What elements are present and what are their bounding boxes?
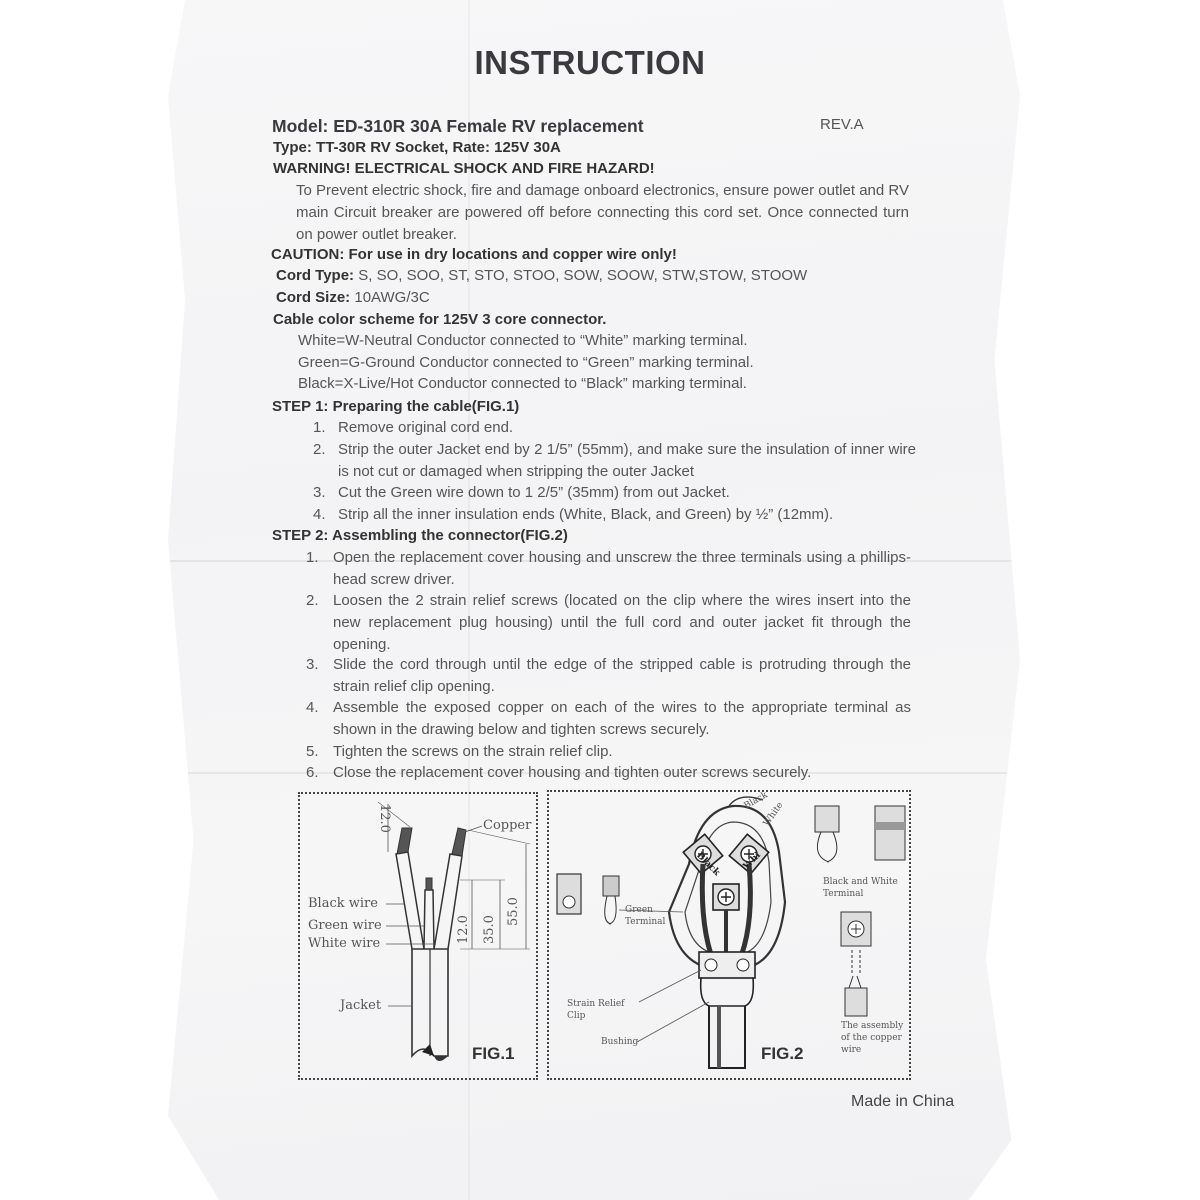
warning-heading: WARNING! ELECTRICAL SHOCK AND FIRE HAZARD! bbox=[273, 160, 655, 177]
white-wire-top-label: White bbox=[761, 800, 786, 829]
color-scheme-black: Black=X-Live/Hot Conductor connected to “Black” marking terminal. bbox=[298, 375, 747, 392]
step2-item-text: Close the replacement cover housing and tighten outer screws securely. bbox=[333, 764, 812, 781]
strain-relief-clip-label: Strain Relief Clip bbox=[567, 999, 625, 1021]
cord-type-line bbox=[276, 267, 807, 284]
step1-item-number: 1. bbox=[313, 419, 326, 436]
cord-type-value: S, SO, SOO, ST, STO, STOO, SOW, SOOW, STW,STOW, STOOW bbox=[358, 267, 808, 284]
jacket-label: Jacket bbox=[340, 998, 382, 1013]
step2-item-number: 3. bbox=[306, 656, 319, 673]
dimension-label: 12.0 bbox=[456, 915, 471, 944]
step2-item-text: Tighten the screws on the strain relief clip. bbox=[333, 743, 613, 760]
copper-label: Copper bbox=[483, 818, 532, 833]
cord-size-label: Cord Size: bbox=[276, 289, 351, 306]
page-title: INSTRUCTION bbox=[474, 44, 706, 81]
step2-item-text: Open the replacement cover housing and unscrew the three terminals using a phillips-head screw driver. bbox=[333, 549, 911, 588]
green-wire-label: Green wire bbox=[308, 918, 382, 933]
step1-item-text: Strip the outer Jacket end by 2 1/5” (55mm), and make sure the insulation of inner wire is not cut or damaged when stripping the outer Jacket bbox=[338, 441, 916, 480]
cord-size-line bbox=[276, 289, 430, 306]
model-line: Model: ED-310R 30A Female RV replacement bbox=[272, 116, 644, 136]
cord-type-label: Cord Type: bbox=[276, 267, 355, 284]
warning-text: To Prevent electric shock, fire and damage onboard electronics, ensure power outlet and RV main Circuit breaker are powered off before connecting this cord set. Once connected turn on power outlet breaker. bbox=[296, 182, 909, 243]
color-scheme-heading: Cable color scheme for 125V 3 core connector. bbox=[273, 311, 607, 328]
step2-item-number: 5. bbox=[306, 743, 319, 760]
cord-size-value: 10AWG/3C bbox=[354, 289, 430, 306]
step1-heading: STEP 1: Preparing the cable(FIG.1) bbox=[272, 398, 520, 415]
type-line: Type: TT-30R RV Socket, Rate: 125V 30A bbox=[273, 139, 561, 156]
step2-item-text: Assemble the exposed copper on each of the wires to the appropriate terminal as shown in the drawing below and tighten screws securely. bbox=[333, 699, 911, 738]
dimension-label: 12.0 bbox=[377, 804, 392, 833]
white-wire-label: White wire bbox=[308, 936, 381, 951]
step2-item-number: 2. bbox=[306, 592, 319, 609]
black-and-white-terminal-label: Black and White Terminal bbox=[823, 877, 898, 899]
fig1-diagram bbox=[298, 792, 538, 1080]
revision-label: REV.A bbox=[820, 116, 864, 133]
step1-item-text: Cut the Green wire down to 1 2/5” (35mm) from out Jacket. bbox=[338, 484, 730, 501]
dimension-label: 55.0 bbox=[506, 897, 521, 926]
step1-item-text: Remove original cord end. bbox=[338, 419, 514, 436]
step1-item-number: 3. bbox=[313, 484, 326, 501]
fig1-label: FIG.1 bbox=[472, 1044, 515, 1063]
bushing-label: Bushing bbox=[601, 1037, 639, 1047]
dimension-label: 35.0 bbox=[482, 915, 497, 944]
step1-item-number: 4. bbox=[313, 506, 326, 523]
assembly-note-label: The assembly of the copper wire bbox=[841, 1021, 904, 1055]
step2-heading: STEP 2: Assembling the connector(FIG.2) bbox=[272, 527, 568, 544]
step2-item-number: 6. bbox=[306, 764, 319, 781]
step1-item-number: 2. bbox=[313, 441, 326, 458]
step2-item-text: Slide the cord through until the edge of the stripped cable is protruding through the strain relief clip opening. bbox=[333, 656, 911, 695]
step2-item-text: Loosen the 2 strain relief screws (located on the clip where the wires insert into the new replacement plug housing) until the full cord and outer jacket fit through the opening. bbox=[333, 592, 911, 653]
black-wire-label: Black wire bbox=[308, 896, 378, 911]
white-terminal-tag: Whi bbox=[741, 850, 763, 872]
color-scheme-green: Green=G-Ground Conductor connected to “Green” marking terminal. bbox=[298, 354, 754, 371]
color-scheme-white: White=W-Neutral Conductor connected to “White” marking terminal. bbox=[298, 332, 748, 349]
step2-item-number: 4. bbox=[306, 699, 319, 716]
green-terminal-label: Green Terminal bbox=[625, 905, 666, 927]
black-terminal-tag: Black bbox=[694, 850, 722, 878]
fig2-diagram bbox=[547, 790, 911, 1080]
made-in-label: Made in China bbox=[851, 1093, 955, 1110]
caution-text: CAUTION: For use in dry locations and copper wire only! bbox=[271, 246, 677, 263]
black-wire-top-label: Black bbox=[742, 790, 770, 812]
step2-item-number: 1. bbox=[306, 549, 319, 566]
step1-item-text: Strip all the inner insulation ends (White, Black, and Green) by ½” (12mm). bbox=[338, 506, 834, 523]
fig2-label: FIG.2 bbox=[761, 1044, 804, 1063]
